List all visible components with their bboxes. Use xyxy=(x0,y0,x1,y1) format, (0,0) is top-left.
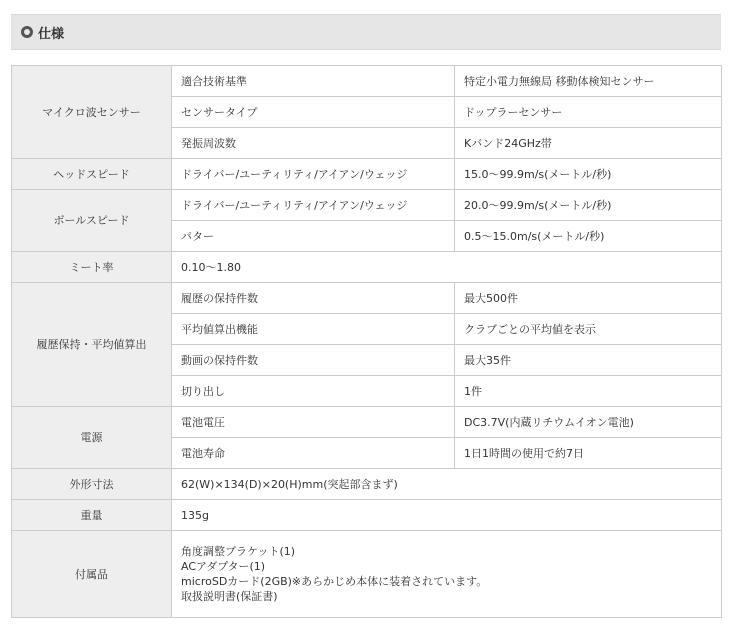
category-cell: マイクロ波センサー xyxy=(12,66,172,159)
section-title: 仕様 xyxy=(38,26,65,42)
category-cell: ミート率 xyxy=(12,252,172,283)
table-row xyxy=(12,531,722,618)
category-cell: ヘッドスピード xyxy=(12,159,172,190)
table-row xyxy=(12,159,722,190)
label-cell: 履歴の保持件数 xyxy=(172,283,455,314)
label-cell: 切り出し xyxy=(172,376,455,407)
category-cell: 履歴保持・平均値算出 xyxy=(12,283,172,407)
table-row xyxy=(12,66,722,97)
list-item: microSDカード(2GB)※あらかじめ本体に装着されています。 xyxy=(181,575,488,588)
value-cell: 1件 xyxy=(455,376,722,407)
category-cell: ボールスピード xyxy=(12,190,172,252)
value-cell: 1日1時間の使用で約7日 xyxy=(455,438,722,469)
value-cell: 62(W)×134(D)×20(H)mm(突起部含まず) xyxy=(172,469,722,500)
label-cell: 動画の保持件数 xyxy=(172,345,455,376)
table-row xyxy=(12,283,722,314)
accessories-list xyxy=(172,531,722,618)
label-cell: 適合技術基準 xyxy=(172,66,455,97)
category-cell: 付属品 xyxy=(12,531,172,618)
label-cell: ドライバー/ユーティリティ/アイアン/ウェッジ xyxy=(172,159,455,190)
label-cell: パター xyxy=(172,221,455,252)
value-cell: 0.10～1.80 xyxy=(172,252,722,283)
value-cell: DC3.7V(内蔵リチウムイオン電池) xyxy=(455,407,722,438)
value-cell: 最大35件 xyxy=(455,345,722,376)
list-item: ACアダプター(1) xyxy=(181,560,266,573)
value-cell: 20.0～99.9m/s(メートル/秒) xyxy=(455,190,722,221)
category-cell: 電源 xyxy=(12,407,172,469)
value-cell: Kバンド24GHz帯 xyxy=(455,128,722,159)
section-header xyxy=(11,14,721,50)
value-cell: 最大500件 xyxy=(455,283,722,314)
table-row xyxy=(12,190,722,221)
value-cell: 135g xyxy=(172,500,722,531)
value-cell: クラブごとの平均値を表示 xyxy=(455,314,722,345)
table-row xyxy=(12,252,722,283)
value-cell: ドップラーセンサー xyxy=(455,97,722,128)
list-item: 取扱説明書(保証書) xyxy=(181,590,278,603)
spec-table xyxy=(11,65,722,618)
label-cell: 平均値算出機能 xyxy=(172,314,455,345)
label-cell: 電池電圧 xyxy=(172,407,455,438)
list-item: 角度調整ブラケット(1) xyxy=(181,545,296,558)
category-cell: 重量 xyxy=(12,500,172,531)
label-cell: 発振周波数 xyxy=(172,128,455,159)
table-row xyxy=(12,407,722,438)
label-cell: ドライバー/ユーティリティ/アイアン/ウェッジ xyxy=(172,190,455,221)
value-cell: 15.0～99.9m/s(メートル/秒) xyxy=(455,159,722,190)
label-cell: センサータイプ xyxy=(172,97,455,128)
table-row xyxy=(12,469,722,500)
label-cell: 電池寿命 xyxy=(172,438,455,469)
table-row xyxy=(12,500,722,531)
value-cell: 0.5～15.0m/s(メートル/秒) xyxy=(455,221,722,252)
circle-bullet-icon xyxy=(21,26,33,38)
value-cell: 特定小電力無線局 移動体検知センサー xyxy=(455,66,722,97)
category-cell: 外形寸法 xyxy=(12,469,172,500)
